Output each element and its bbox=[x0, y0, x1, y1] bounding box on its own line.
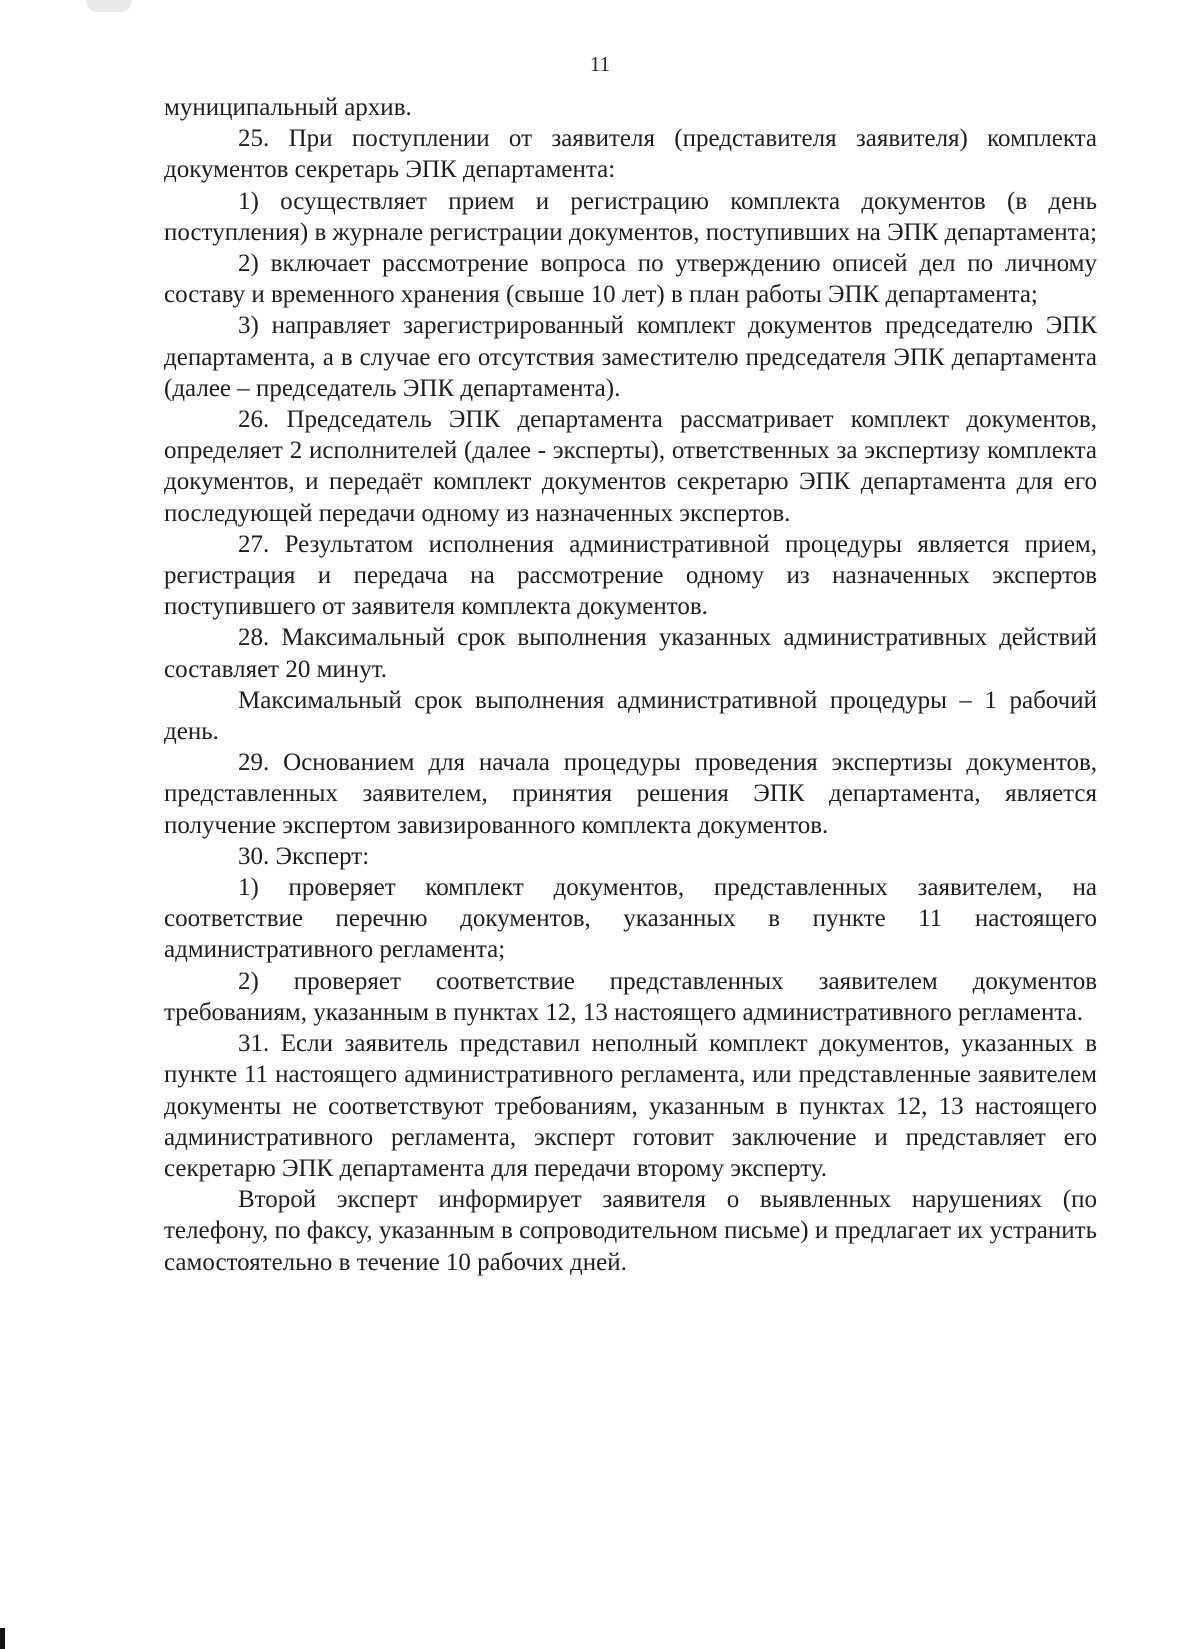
paragraph: 25. При поступлении от заявителя (представителя заявителя) комплекта документов секретарь ЭПК департамента: bbox=[164, 125, 1097, 184]
paragraph: 1) осуществляет прием и регистрацию комплекта документов (в день поступления) в журнале регистрации документов, поступивших на ЭПК департамента; bbox=[164, 187, 1097, 246]
page-number: 11 bbox=[589, 52, 611, 76]
paragraph: 26. Председатель ЭПК департамента рассматривает комплект документов, определяет 2 исполнителей (далее - эксперты), ответственных за экспертизу комплекта документов, и передаёт комплект документов секретарю ЭПК департамента для его последующей передачи одному из назначенных экспертов. bbox=[164, 406, 1097, 527]
paragraph: 3) направляет зарегистрированный комплект документов председателю ЭПК департамента, а в случае его отсутствия заместителю председателя ЭПК департамента (далее – председатель ЭПК департамента). bbox=[164, 312, 1097, 402]
scan-edge-mark bbox=[0, 1628, 5, 1649]
paragraph: 28. Максимальный срок выполнения указанных административных действий составляет 20 минут. bbox=[164, 624, 1097, 683]
paragraph: 2) включает рассмотрение вопроса по утверждению описей дел по личному составу и временного хранения (свыше 10 лет) в план работы ЭПК департамента; bbox=[164, 250, 1097, 309]
paragraph: 27. Результатом исполнения административной процедуры является прием, регистрация и передача на рассмотрение одному из назначенных экспертов поступившего от заявителя комплекта документов. bbox=[164, 530, 1097, 621]
paragraph: 30. Эксперт: bbox=[238, 842, 370, 870]
paragraph: 1) проверяет комплект документов, представленных заявителем, на соответствие перечню документов, указанных в пункте 11 настоящего административного регламента; bbox=[164, 874, 1097, 964]
document-body bbox=[164, 92, 1097, 1278]
scan-artifact bbox=[86, 0, 132, 12]
paragraph: Второй эксперт информирует заявителя о выявленных нарушениях (по телефону, по факсу, указанным в сопроводительном письме) и предлагает их устранить самостоятельно в течение 10 рабочих дней. bbox=[164, 1186, 1097, 1276]
paragraph: Максимальный срок выполнения административной процедуры – 1 рабочий день. bbox=[164, 686, 1097, 746]
paragraph: 29. Основанием для начала процедуры проведения экспертизы документов, представленных заявителем, принятия решения ЭПК департамента, является получение экспертом завизированного комплекта документов. bbox=[164, 749, 1097, 839]
paragraph: муниципальный архив. bbox=[164, 94, 412, 121]
paragraph: 2) проверяет соответствие представленных заявителем документов требованиям, указанным в пунктах 12, 13 настоящего административного регламента. bbox=[164, 967, 1097, 1026]
paragraph: 31. Если заявитель представил неполный комплект документов, указанных в пункте 11 настоящего административного регламента, или представленные заявителем документы не соответствуют требованиям, указанным в пунктах 12, 13 настоящего административного регламента, эксперт готовит заключение и представляет его секретарю ЭПК департамента для передачи второму эксперту. bbox=[164, 1030, 1097, 1182]
